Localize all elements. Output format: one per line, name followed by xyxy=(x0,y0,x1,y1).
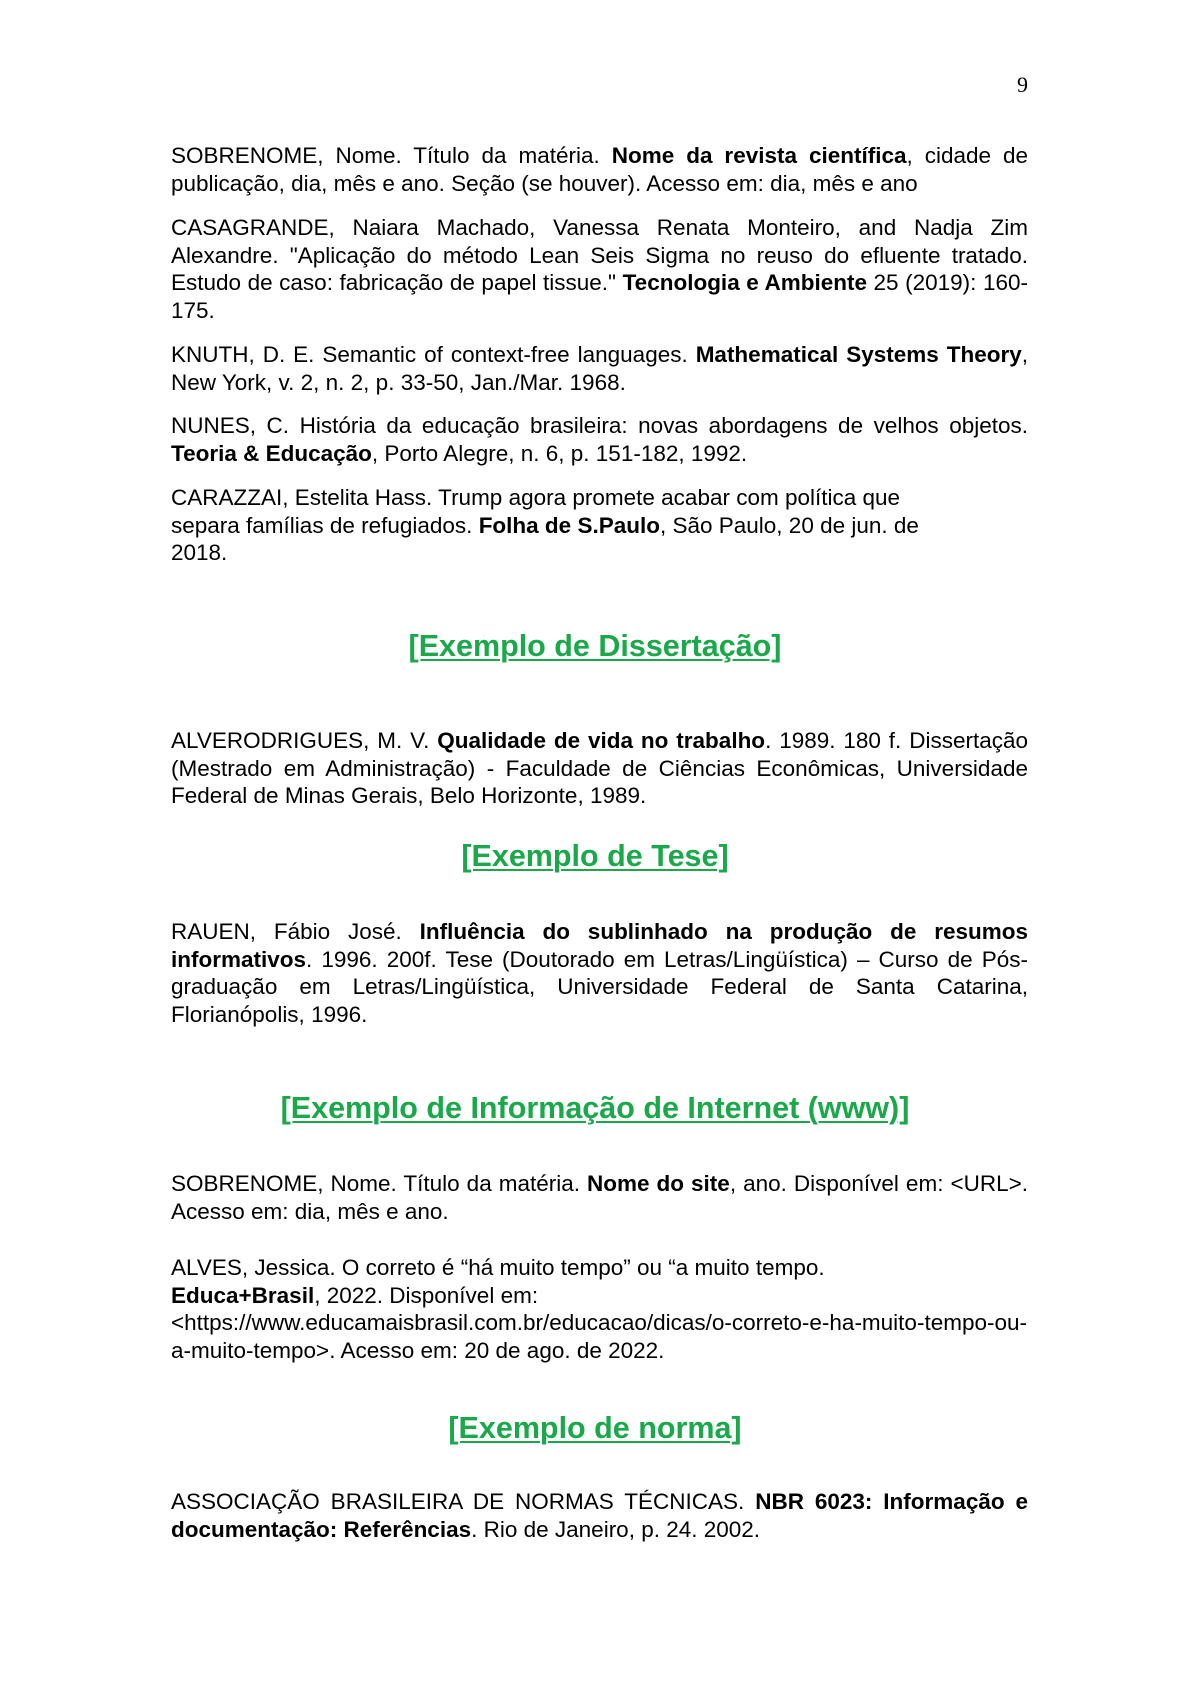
reference-casagrande xyxy=(171,214,1035,325)
ref-text: . Rio de Janeiro, p. 24. 2002. xyxy=(471,1516,761,1542)
reference-journal-template xyxy=(171,142,1035,197)
reference-nunes xyxy=(171,412,1035,467)
reference-knuth xyxy=(171,341,1035,396)
ref-title: Qualidade de vida no trabalho xyxy=(437,728,766,753)
ref-text: ASSOCIAÇÃO BRASILEIRA DE NORMAS TÉCNICAS. xyxy=(171,1489,756,1514)
ref-text: SOBRENOME, Nome. Título da matéria. xyxy=(171,143,612,168)
ref-text: , São Paulo, 20 de jun. de 2018. xyxy=(171,512,926,566)
ref-title: Folha de S.Paulo xyxy=(478,512,660,538)
heading-norma: [Exemplo de norma] xyxy=(448,1411,742,1445)
reference-carazzai xyxy=(171,484,961,567)
ref-text: . 1989. 180 f. Dissertação (Mestrado em Administração) - Faculdade de Ciências Econômicas, Universidade Federal de Minas Gerais, Belo Horizonte, 1989. xyxy=(171,728,1035,809)
ref-text: , cidade de publicação, dia, mês e ano. Seção (se houver). Acesso em: dia, mês e ano xyxy=(171,143,1035,196)
page-number: 9 xyxy=(1017,72,1028,97)
reference-abnt xyxy=(171,1488,1028,1543)
ref-text: , New York, v. 2, n. 2, p. 33-50, Jan./Mar. 1968. xyxy=(171,342,1035,395)
ref-text: , Porto Alegre, n. 6, p. 151-182, 1992. xyxy=(371,440,748,466)
ref-text: KNUTH, D. E. Semantic of context-free languages. xyxy=(171,342,696,367)
ref-text: . 1996. 200f. Tese (Doutorado em Letras/Lingüística) – Curso de Pós-graduação em Letras/Lingüística, Universidade Federal de Santa Catarina, Florianópolis, 1996. xyxy=(171,946,1035,1028)
ref-text: ALVES, Jessica. O correto é “há muito tempo” ou “a muito tempo. xyxy=(171,1255,825,1280)
ref-text: CASAGRANDE, Naiara Machado, Vanessa Renata Monteiro, and Nadja Zim Alexandre. "Aplicação do método Lean Seis Sigma no reuso do efluente tratado. Estudo de caso: fabricação de papel tissue." xyxy=(171,215,1035,296)
reference-alverodrigues xyxy=(171,727,1035,810)
heading-dissertacao: [Exemplo de Dissertação] xyxy=(408,629,782,663)
reference-alves xyxy=(171,1254,1028,1365)
reference-site-template xyxy=(171,1170,1034,1225)
ref-text: , 2022. Disponível em: xyxy=(314,1282,539,1308)
ref-text: NUNES, C. História da educação brasileira: novas abordagens de velhos objetos. xyxy=(171,413,1035,438)
ref-title: Educa+Brasil xyxy=(171,1282,315,1308)
ref-title: Influência do sublinhado na produção de resumos informativos xyxy=(171,919,1028,972)
heading-tese: [Exemplo de Tese] xyxy=(461,839,729,873)
ref-text: 25 (2019): 160-175. xyxy=(171,270,1028,324)
ref-title: Teoria & Educação xyxy=(171,440,372,466)
ref-text: , ano. Disponível em: <URL>. Acesso em: dia, mês e ano. xyxy=(171,1171,1034,1224)
ref-title: Nome do site xyxy=(587,1171,730,1196)
ref-title: Nome da revista científica xyxy=(611,143,907,168)
ref-text: SOBRENOME, Nome. Título da matéria. xyxy=(171,1171,588,1196)
reference-rauen xyxy=(171,918,1035,1029)
ref-title: Mathematical Systems Theory xyxy=(695,342,1022,367)
ref-title: Tecnologia e Ambiente xyxy=(622,270,867,296)
ref-text: CARAZZAI, Estelita Hass. Trump agora promete acabar com política que separa famílias de refugiados. xyxy=(171,485,907,538)
ref-text: ALVERODRIGUES, M. V. xyxy=(171,728,438,753)
ref-title: NBR 6023: Informação e documentação: Referências xyxy=(171,1489,1028,1542)
ref-text: RAUEN, Fábio José. xyxy=(171,919,420,944)
heading-internet: [Exemplo de Informação de Internet (www)] xyxy=(280,1091,910,1125)
ref-url: <https://www.educamaisbrasil.com.br/educacao/dicas/o-correto-e-ha-muito-tempo-ou-a-muito-tempo>. Acesso em: 20 de ago. de 2022. xyxy=(171,1310,1027,1364)
